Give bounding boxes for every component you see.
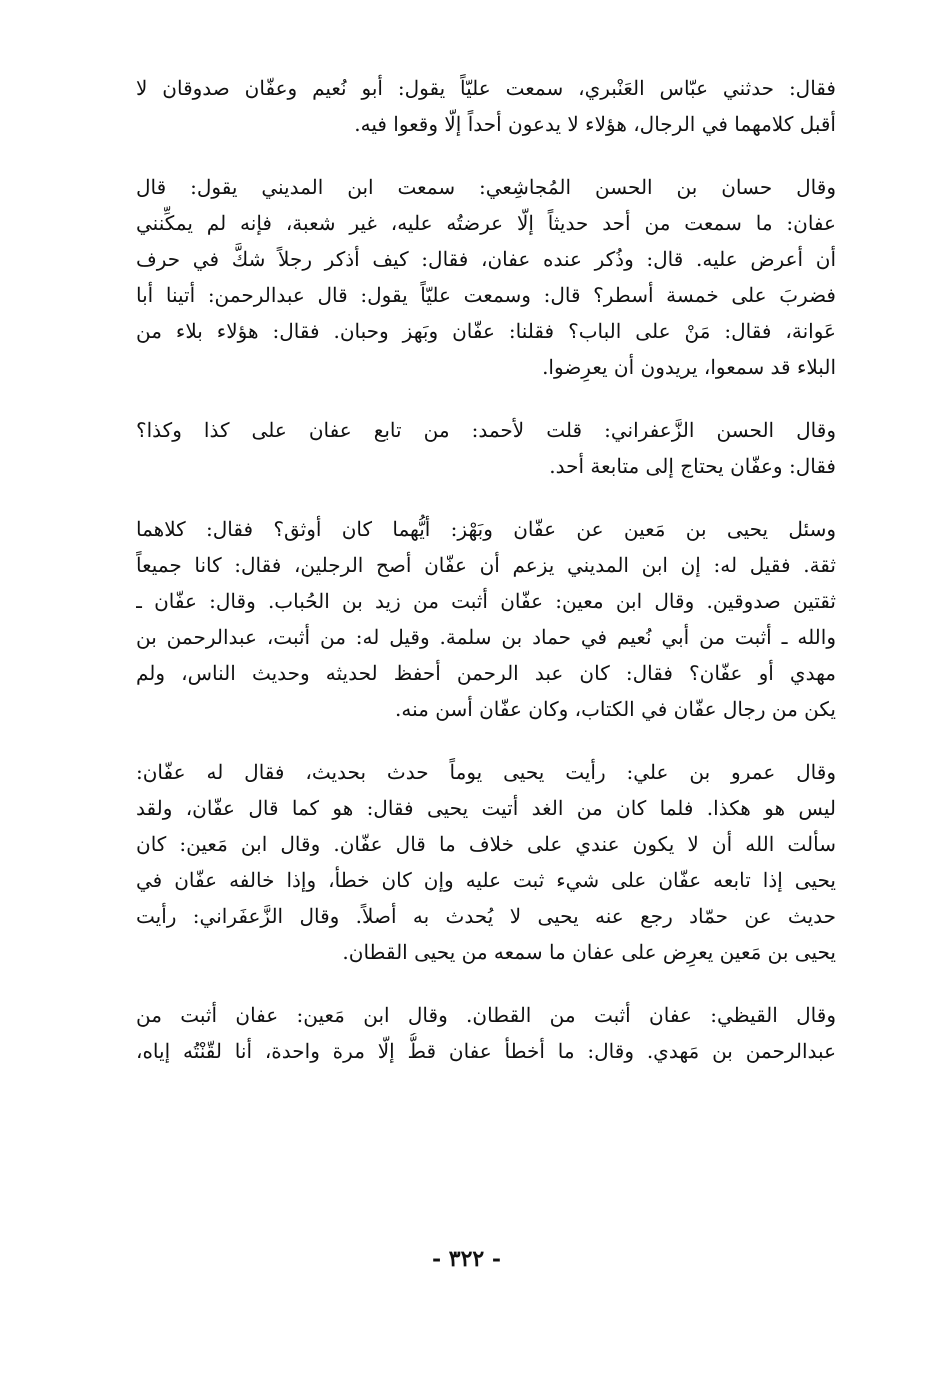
text-line: وقال عمرو بن علي: رأيت يحيى يوماً حدث بحديث، فقال له عفّان: xyxy=(136,760,836,784)
text-line: فضربَ على خمسة أسطر؟ قال: وسمعت عليّاً يقول: قال عبدالرحمن: أتينا أبا xyxy=(136,283,836,307)
text-line: عفان: ما سمعت من أحد حديثاً إلّا عرضتُه عليه، غير شعبة، فإنه لم يمكِّنني xyxy=(136,211,836,235)
text-line: ثقة. فقيل له: إن ابن المديني يزعم أن عفّان أصح الرجلين، فقال: كانا جميعاً xyxy=(136,553,836,577)
text-line: وقال القيظي: عفان أثبت من القطان. وقال ابن مَعين: عفان أثبت من xyxy=(136,1003,836,1027)
paragraph xyxy=(136,70,836,142)
text-line: ثقتين صدوقين. وقال ابن معين: عفّان أثبت من زيد بن الحُباب. وقال: عفّان ـ xyxy=(136,589,836,613)
text-line: مهدي أو عفّان؟ فقال: كان عبد الرحمن أحفظ لحديثه وحديث الناس، ولم xyxy=(136,661,836,685)
text-line: عَوانة، فقال: مَنْ على الباب؟ فقلنا: عفّان وبَهز وحبان. فقال: هؤلاء بلاء من xyxy=(136,319,836,343)
text-line: يكن من رجال عفّان في الكتاب، وكان عفّان أسن منه. xyxy=(395,697,836,721)
paragraph xyxy=(136,412,836,484)
text-line: فقال: حدثني عبّاس العَنْبري، سمعت عليّاً يقول: أبو نُعيم وعفّان صدوقان لا xyxy=(136,76,836,100)
text-line: وقال حسان بن الحسن المُجاشِعي: سمعت ابن المديني يقول: قال xyxy=(136,175,836,199)
page-number: - ٣٢٢ - xyxy=(431,1246,502,1272)
text-line: عبدالرحمن بن مَهدي. وقال: ما أخطأ عفان قطُّ إلّا مرة واحدة، أنا لقّنْتُه إياه، xyxy=(136,1039,836,1063)
text-line: سألت الله أن لا يكون عندي على خلاف ما قال عفّان. وقال ابن مَعين: كان xyxy=(136,832,836,856)
text-line: يحيى بن مَعين يعرِض على عفان ما سمعه من يحيى القطان. xyxy=(342,940,836,964)
text-line: البلاء قد سمعوا، يريدون أن يعرِضوا. xyxy=(542,355,836,379)
text-line: أقبل كلامهما في الرجال، هؤلاء لا يدعون أحداً إلّا وقعوا فيه. xyxy=(354,112,836,136)
page-body xyxy=(136,70,836,1096)
text-line: أن أعرض عليه. قال: وذُكر عنده عفان، فقال: كيف أذكر رجلاً شكَّ في حرف xyxy=(136,247,836,271)
paragraph xyxy=(136,997,836,1069)
text-line: والله ـ أثبت من أبي نُعيم في حماد بن سلمة. وقيل له: من أثبت، عبدالرحمن بن xyxy=(136,625,836,649)
paragraph xyxy=(136,754,836,970)
text-line: وسئل يحيى بن مَعين عن عفّان وبَهْز: أيُّهما كان أوثق؟ فقال: كلاهما xyxy=(136,517,836,541)
paragraph xyxy=(136,169,836,385)
text-line: يحيى إذا تابعه عفّان على شيء ثبت عليه وإن كان خطأ، وإذا خالفه عفّان في xyxy=(136,868,836,892)
text-line: ليس هو هكذا. فلما كان من الغد أتيت يحيى فقال: هو كما قال عفّان، ولقد xyxy=(136,796,836,820)
text-line: حديث عن حمّاد رجع عنه يحيى لا يُحدث به أصلاً. وقال الزَّعفَراني: رأيت xyxy=(136,904,836,928)
text-line: فقال: وعفّان يحتاج إلى متابعة أحد. xyxy=(549,454,836,478)
paragraph xyxy=(136,511,836,727)
text-line: وقال الحسن الزَّعفراني: قلت لأحمد: من تابع عفان على كذا وكذا؟ xyxy=(136,418,836,442)
